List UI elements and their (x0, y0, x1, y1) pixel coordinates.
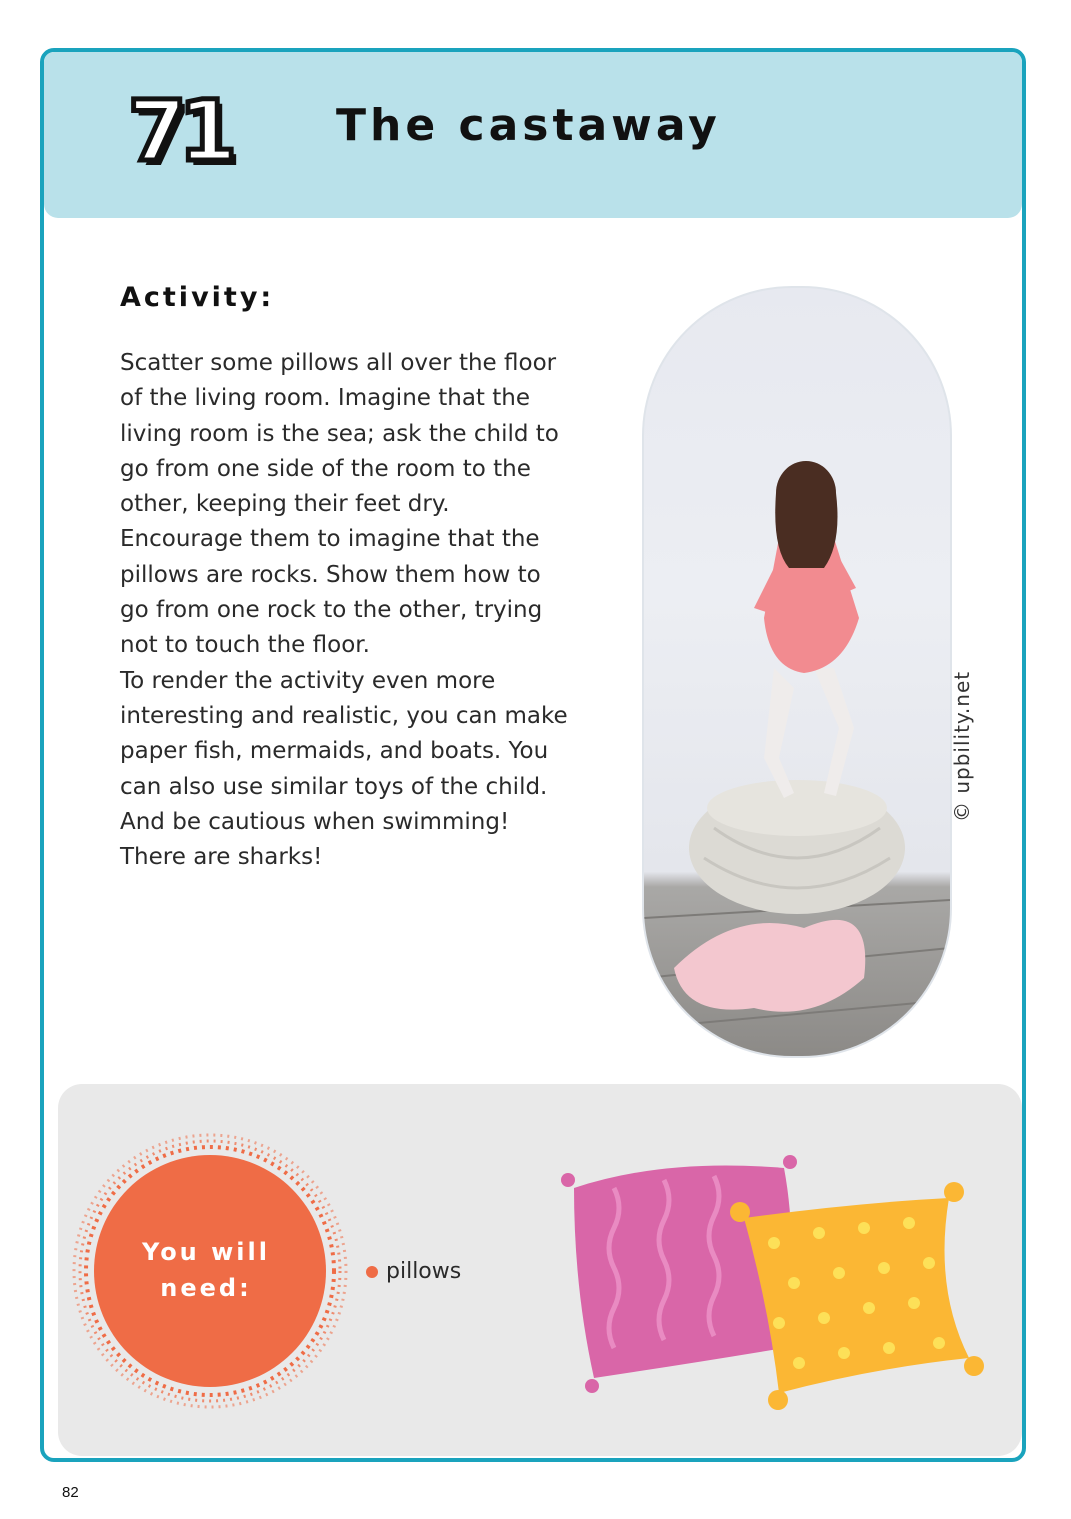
activity-description (120, 346, 570, 875)
you-will-need-label: You will need: (142, 1238, 270, 1302)
activity-card (40, 48, 1026, 1462)
activity-heading: Activity: (120, 282, 275, 313)
activity-number: 71 (128, 82, 229, 180)
card-header (44, 52, 1022, 218)
child-on-pouf-illustration (644, 288, 950, 1056)
pillows-illustration (554, 1148, 994, 1428)
description-paragraph-1: Scatter some pillows all over the floor of the living room. Imagine that the living room is the sea; ask the child to go from one side of the room to the other, keeping their feet dry. Encourage them to imagine that the pillows are rocks. Show them how to go from one rock to the other, trying not to touch the floor. (120, 350, 559, 659)
description-paragraph-2: To render the activity even more interesting and realistic, you can make paper fish, mermaids, and boats. You can also use similar toys of the child. And be cautious when swimming! There are sharks! (120, 667, 568, 871)
credit-text: © upbility.net (950, 670, 974, 822)
copyright-credit (950, 670, 974, 823)
needs-list-item (366, 1259, 461, 1284)
bullet-dot-icon (366, 1266, 378, 1278)
page-number: 82 (62, 1484, 79, 1501)
activity-photo (642, 286, 952, 1058)
activity-title: The castaway (336, 100, 721, 151)
needs-item-label: pillows (386, 1259, 462, 1284)
